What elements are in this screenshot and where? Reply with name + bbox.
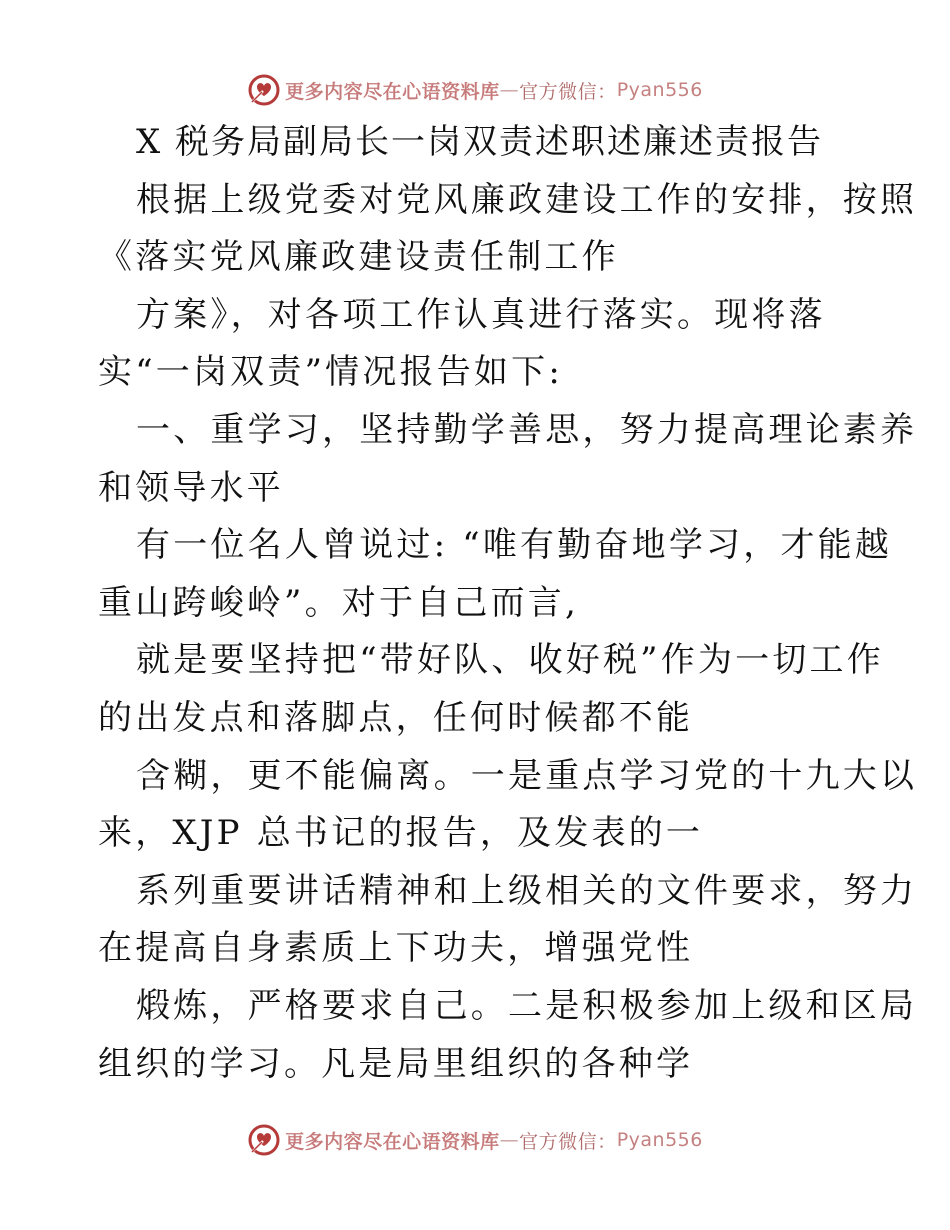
watermark-label: 官方微信：	[519, 1130, 617, 1153]
paragraph-line: 有一位名人曾说过: “唯有勤奋地学习，才能越	[136, 525, 893, 566]
section-heading-line: 和领导水平	[98, 467, 284, 508]
heart-pen-logo-icon	[247, 1123, 281, 1157]
paragraph-line: 组织的学习。凡是局里组织的各种学	[98, 1043, 694, 1084]
paragraph-line: 《落实党风廉政建设责任制工作	[98, 237, 619, 278]
watermark-brand: 更多内容尽在心语资料库	[285, 1130, 500, 1153]
heart-pen-logo-icon	[247, 73, 281, 107]
section-heading-line: 一、重学习，坚持勤学善思，努力提高理论素养	[136, 409, 918, 450]
paragraph-line: 系列重要讲话精神和上级相关的文件要求，努力	[136, 870, 918, 911]
paragraph-line: 煅炼，严格要求自己。二是积极参加上级和区局	[136, 985, 918, 1026]
paragraph-line: 的出发点和落脚点，任何时候都不能	[98, 697, 694, 738]
watermark-separator: —	[499, 79, 520, 101]
watermark-separator: —	[499, 1129, 520, 1151]
paragraph-line: 在提高自身素质上下功夫，增强党性	[98, 928, 694, 969]
watermark-brand: 更多内容尽在心语资料库	[285, 80, 500, 103]
paragraph-line: 就是要坚持把“带好队、收好税”作为一切工作	[136, 640, 884, 681]
paragraph-line: 实“一岗双责”情况报告如下:	[98, 352, 564, 393]
document-body	[98, 114, 918, 1093]
footer-watermark	[0, 1120, 950, 1160]
header-watermark	[0, 70, 950, 110]
watermark-wechat-id: Pyan556	[616, 79, 703, 101]
paragraph-line: 方案》，对各项工作认真进行落实。现将落	[136, 294, 826, 335]
paragraph-line: 根据上级党委对党风廉政建设工作的安排，按照	[136, 179, 918, 220]
watermark-label: 官方微信：	[519, 80, 617, 103]
paragraph-line: 含糊，更不能偏离。一是重点学习党的十九大以	[136, 755, 918, 796]
document-title: X 税务局副局长一岗双责述职述廉述责报告	[136, 122, 824, 162]
paragraph-line: 来，XJP 总书记的报告，及发表的一	[98, 813, 704, 854]
watermark-wechat-id: Pyan556	[616, 1129, 703, 1151]
paragraph-line: 重山跨峻岭”。对于自己而言,	[98, 582, 579, 623]
